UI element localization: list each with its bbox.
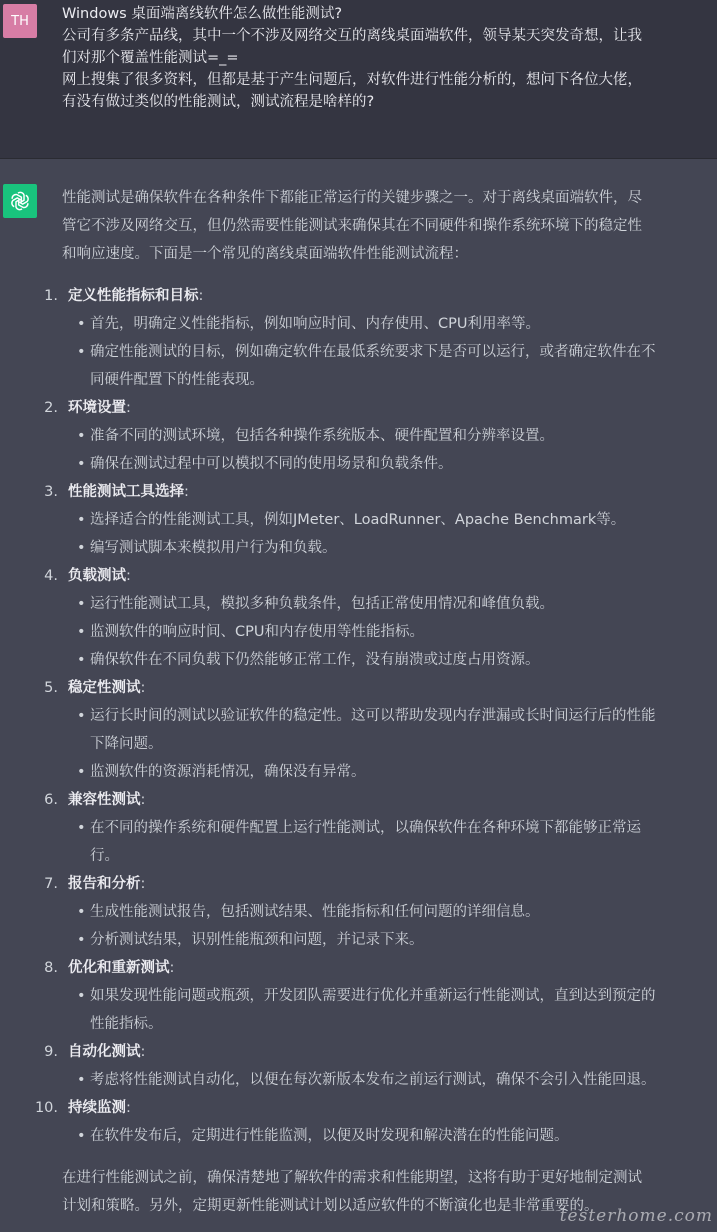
step-title: 负载测试	[68, 568, 126, 584]
step-item	[34, 1094, 712, 1150]
step-subitems	[68, 814, 712, 870]
bullet-line: 确定性能测试的目标，例如确定软件在最低系统要求下是否可以运行，或者确定软件在不	[90, 344, 656, 360]
step-heading: 6. 兼容性测试:	[68, 786, 712, 814]
bullet-line: 准备不同的测试环境，包括各种操作系统版本、硬件配置和分辨率设置。	[90, 428, 554, 444]
bullet-line: 性能指标。	[90, 1016, 163, 1032]
bullet-line: 同硬件配置下的性能表现。	[90, 372, 264, 388]
bullet-item	[77, 422, 712, 450]
bullet-item	[77, 646, 712, 674]
bullet-dot-icon: •	[77, 932, 86, 948]
user-message-line: Windows 桌面端离线软件怎么做性能测试?	[62, 6, 343, 22]
step-number: 1.	[44, 288, 58, 304]
assistant-message-content	[34, 184, 712, 1220]
step-item	[44, 282, 712, 394]
step-title: 性能测试工具选择	[68, 484, 184, 500]
step-item	[44, 562, 712, 674]
bullet-line: 监测软件的响应时间、CPU和内存使用等性能指标。	[90, 624, 424, 640]
step-subitems	[68, 506, 712, 562]
bullet-dot-icon: •	[77, 512, 86, 528]
bullet-item	[77, 814, 712, 870]
step-heading: 4. 负载测试:	[68, 562, 712, 590]
bullet-dot-icon: •	[77, 988, 86, 1004]
step-subitems	[68, 1122, 712, 1150]
bullet-line: 在不同的操作系统和硬件配置上运行性能测试，以确保软件在各种环境下都能够正常运	[90, 820, 641, 836]
bullet-line: 首先，明确定义性能指标，例如响应时间、内存使用、CPU利用率等。	[90, 316, 540, 332]
bullet-dot-icon: •	[77, 316, 86, 332]
step-subitems	[68, 422, 712, 478]
intro-paragraph	[62, 184, 712, 268]
bullet-line: 在软件发布后，定期进行性能监测，以便及时发现和解决潜在的性能问题。	[90, 1128, 569, 1144]
user-message-text	[62, 3, 712, 113]
step-item	[44, 786, 712, 870]
bullet-item	[77, 506, 712, 534]
bullet-dot-icon: •	[77, 456, 86, 472]
step-subitems	[68, 1066, 712, 1094]
step-number: 3.	[44, 484, 58, 500]
step-heading: 9. 自动化测试:	[68, 1038, 712, 1066]
step-title: 稳定性测试	[68, 680, 141, 696]
step-heading: 7. 报告和分析:	[68, 870, 712, 898]
step-item	[44, 1038, 712, 1094]
bullet-line: 考虑将性能测试自动化，以便在每次新版本发布之前运行测试，确保不会引入性能回退。	[90, 1072, 656, 1088]
openai-logo-icon	[3, 184, 37, 218]
bullet-dot-icon: •	[77, 904, 86, 920]
bullet-line: 运行长时间的测试以验证软件的稳定性。这可以帮助发现内存泄漏或长时间运行后的性能	[90, 708, 656, 724]
bullet-dot-icon: •	[77, 652, 86, 668]
user-message-line: 网上搜集了很多资料，但都是基于产生问题后，对软件进行性能分析的，想问下各位大佬，	[62, 72, 642, 88]
closing-line: 计划和策略。另外，定期更新性能测试计划以适应软件的不断演化也是非常重要的。	[62, 1198, 599, 1214]
step-item	[44, 478, 712, 562]
bullet-dot-icon: •	[77, 708, 86, 724]
bullet-line: 行。	[90, 848, 119, 864]
step-heading: 10. 持续监测:	[68, 1094, 712, 1122]
bullet-item	[77, 982, 712, 1038]
bullet-item	[77, 702, 712, 758]
step-number: 10.	[34, 1100, 58, 1116]
step-heading: 5. 稳定性测试:	[68, 674, 712, 702]
bullet-line: 确保软件在不同负载下仍然能够正常工作，没有崩溃或过度占用资源。	[90, 652, 540, 668]
user-message-line: 有没有做过类似的性能测试，测试流程是啥样的?	[62, 94, 375, 110]
step-title: 自动化测试	[68, 1044, 141, 1060]
step-number: 2.	[44, 400, 58, 416]
step-title: 持续监测	[68, 1100, 126, 1116]
bullet-item	[77, 590, 712, 618]
step-item	[44, 674, 712, 786]
watermark: testerhome.com	[559, 1206, 713, 1226]
bullet-item	[77, 338, 712, 394]
step-subitems	[68, 982, 712, 1038]
steps-list	[34, 282, 712, 1150]
assistant-message	[0, 159, 717, 1232]
bullet-dot-icon: •	[77, 1128, 86, 1144]
bullet-dot-icon: •	[77, 540, 86, 556]
user-message-line: 们对那个覆盖性能测试=_=	[62, 50, 239, 66]
user-message-line: 公司有多条产品线，其中一个不涉及网络交互的离线桌面端软件，领导某天突发奇想，让我	[62, 28, 642, 44]
bullet-item	[77, 310, 712, 338]
bullet-item	[77, 534, 712, 562]
bullet-dot-icon: •	[77, 428, 86, 444]
step-number: 9.	[44, 1044, 58, 1060]
bullet-line: 如果发现性能问题或瓶颈，开发团队需要进行优化并重新运行性能测试，直到达到预定的	[90, 988, 656, 1004]
bullet-item	[77, 1066, 712, 1094]
step-subitems	[68, 898, 712, 954]
step-item	[44, 870, 712, 954]
bullet-dot-icon: •	[77, 596, 86, 612]
step-number: 8.	[44, 960, 58, 976]
bullet-dot-icon: •	[77, 764, 86, 780]
step-number: 7.	[44, 876, 58, 892]
bullet-item	[77, 618, 712, 646]
step-number: 5.	[44, 680, 58, 696]
bullet-line: 监测软件的资源消耗情况，确保没有异常。	[90, 764, 366, 780]
step-heading: 2. 环境设置:	[68, 394, 712, 422]
bullet-line: 编写测试脚本来模拟用户行为和负载。	[90, 540, 337, 556]
bullet-item	[77, 1122, 712, 1150]
step-item	[44, 954, 712, 1038]
step-item	[44, 394, 712, 478]
bullet-line: 确保在测试过程中可以模拟不同的使用场景和负载条件。	[90, 456, 453, 472]
intro-line: 和响应速度。下面是一个常见的离线桌面端软件性能测试流程：	[62, 246, 468, 262]
bullet-dot-icon: •	[77, 1072, 86, 1088]
step-title: 兼容性测试	[68, 792, 141, 808]
step-number: 4.	[44, 568, 58, 584]
user-message	[0, 0, 717, 159]
user-avatar: TH	[3, 4, 37, 38]
closing-line: 在进行性能测试之前，确保清楚地了解软件的需求和性能期望，这将有助于更好地制定测试	[62, 1170, 642, 1186]
bullet-dot-icon: •	[77, 820, 86, 836]
bullet-line: 分析测试结果，识别性能瓶颈和问题，并记录下来。	[90, 932, 424, 948]
step-heading: 1. 定义性能指标和目标:	[68, 282, 712, 310]
bullet-item	[77, 450, 712, 478]
intro-line: 管它不涉及网络交互，但仍然需要性能测试来确保其在不同硬件和操作系统环境下的稳定性	[62, 218, 642, 234]
bullet-dot-icon: •	[77, 624, 86, 640]
bullet-item	[77, 898, 712, 926]
bullet-line: 运行性能测试工具，模拟多种负载条件，包括正常使用情况和峰值负载。	[90, 596, 554, 612]
step-number: 6.	[44, 792, 58, 808]
step-title: 报告和分析	[68, 876, 141, 892]
bullet-dot-icon: •	[77, 344, 86, 360]
step-subitems	[68, 590, 712, 674]
step-heading: 8. 优化和重新测试:	[68, 954, 712, 982]
step-subitems	[68, 310, 712, 394]
step-subitems	[68, 702, 712, 786]
bullet-line: 选择适合的性能测试工具，例如JMeter、LoadRunner、Apache Benchmark等。	[90, 512, 626, 528]
bullet-item	[77, 926, 712, 954]
bullet-line: 下降问题。	[90, 736, 163, 752]
step-heading: 3. 性能测试工具选择:	[68, 478, 712, 506]
bullet-item	[77, 758, 712, 786]
step-title: 环境设置	[68, 400, 126, 416]
step-title: 定义性能指标和目标	[68, 288, 199, 304]
bullet-line: 生成性能测试报告，包括测试结果、性能指标和任何问题的详细信息。	[90, 904, 540, 920]
intro-line: 性能测试是确保软件在各种条件下都能正常运行的关键步骤之一。对于离线桌面端软件，尽	[62, 190, 642, 206]
step-title: 优化和重新测试	[68, 960, 170, 976]
